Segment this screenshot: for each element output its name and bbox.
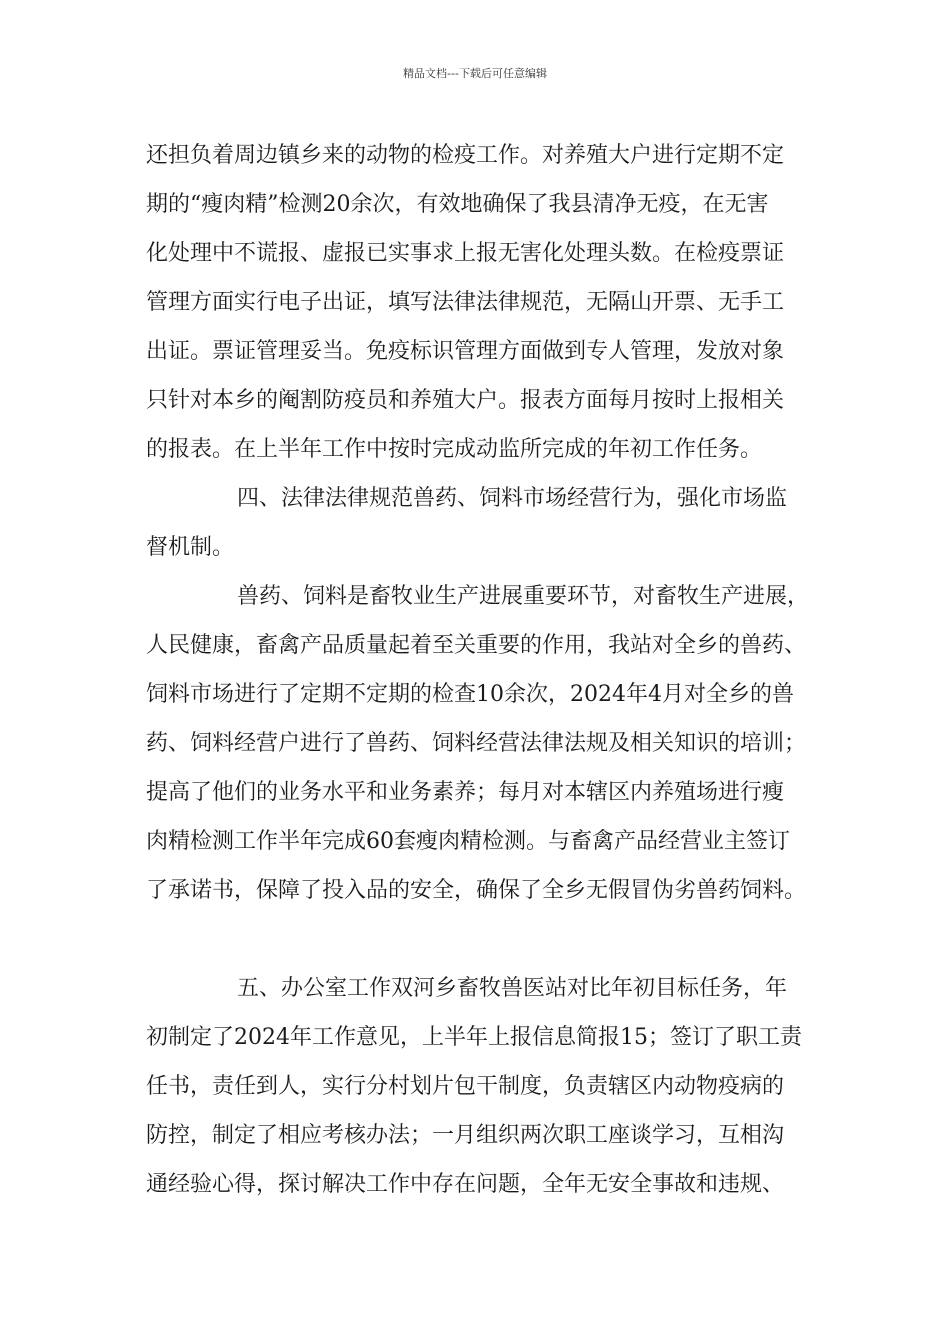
text-line: 只针对本乡的阉割防疫员和养殖大户。报表方面每月按时上报相关	[146, 388, 785, 413]
section-five-paragraph	[146, 964, 826, 1209]
paragraph-gap	[146, 915, 826, 964]
text-line: 化处理中不谎报、虚报已实事求上报无害化处理头数。在检疫票证	[146, 241, 785, 266]
paragraph	[146, 131, 826, 474]
document-body	[146, 131, 826, 1209]
page-header: 精品文档---下载后可任意编辑	[403, 67, 547, 80]
text-line: 了承诺书，保障了投入品的安全，确保了全乡无假冒伪劣兽药饲料。	[146, 878, 807, 903]
text-line: 任书，责任到人，实行分村划片包干制度，负责辖区内动物疫病的	[146, 1074, 785, 1099]
text-line: 肉精检测工作半年完成60套瘦肉精检测。与畜禽产品经营业主签订	[146, 829, 790, 854]
text-line: 管理方面实行电子出证，填写法律法律规范，无隔山开票、无手工	[146, 290, 785, 315]
text-line: 还担负着周边镇乡来的动物的检疫工作。对养殖大户进行定期不定	[146, 143, 785, 168]
text-line: 人民健康，畜禽产品质量起着至关重要的作用，我站对全乡的兽药、	[146, 633, 807, 658]
text-line: 的报表。在上半年工作中按时完成动监所完成的年初工作任务。	[146, 437, 763, 462]
text-line: 期的“瘦肉精”检测20余次，有效地确保了我县清净无疫，在无害	[146, 192, 769, 217]
text-line: 出证。票证管理妥当。免疫标识管理方面做到专人管理，发放对象	[146, 339, 785, 364]
paragraph	[146, 572, 826, 915]
text-line: 督机制。	[146, 535, 235, 560]
text-line: 饲料市场进行了定期不定期的检查10余次，2024年4月对全乡的兽	[146, 682, 794, 707]
text-line: 药、饲料经营户进行了兽药、饲料经营法律法规及相关知识的培训；	[146, 731, 807, 756]
text-line: 四、法律法律规范兽药、饲料市场经营行为，强化市场监	[237, 486, 788, 511]
section-heading-four	[146, 474, 826, 572]
text-line: 提高了他们的业务水平和业务素养；每月对本辖区内养殖场进行瘦	[146, 780, 785, 805]
text-line: 防控，制定了相应考核办法；一月组织两次职工座谈学习，互相沟	[146, 1123, 785, 1148]
text-line: 五、办公室工作双河乡畜牧兽医站对比年初目标任务，年	[237, 976, 788, 1001]
text-line: 兽药、饲料是畜牧业生产进展重要环节，对畜牧生产进展，	[237, 584, 810, 609]
text-line: 通经验心得，探讨解决工作中存在问题，全年无安全事故和违规、	[146, 1172, 785, 1197]
text-line: 初制定了2024年工作意见，上半年上报信息简报15；签订了职工责	[146, 1025, 802, 1050]
